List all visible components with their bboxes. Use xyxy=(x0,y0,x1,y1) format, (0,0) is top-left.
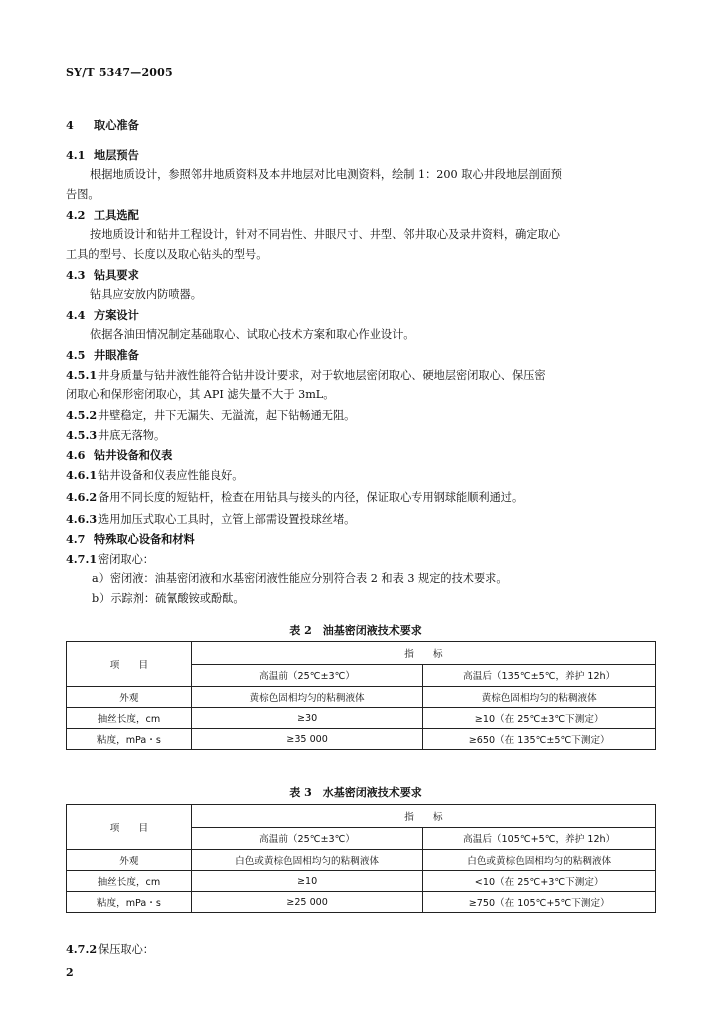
section-number: 4.3 xyxy=(66,268,86,282)
table2 xyxy=(66,641,656,750)
table3-row-before: ≥10 xyxy=(191,871,423,892)
section-number: 4.6 xyxy=(66,448,86,462)
section-number: 4.6.2 xyxy=(66,490,98,504)
table2-row-after: 黄棕色固相均匀的粘稠液体 xyxy=(423,687,656,708)
body-line xyxy=(66,490,523,505)
body-line xyxy=(66,248,267,262)
table-row xyxy=(67,892,656,913)
table2-row-item: 抽丝长度，cm xyxy=(67,708,192,729)
line-text: 钻具要求 xyxy=(94,268,139,282)
body-line xyxy=(66,208,139,222)
body-line xyxy=(66,368,546,383)
table3-row-item: 外观 xyxy=(67,850,192,871)
table2-caption: 表 2 油基密闭液技术要求 xyxy=(289,624,422,637)
section-number: 4.7.1 xyxy=(66,552,98,566)
table3-after-header: 高温后（105℃+5℃，养护 12h） xyxy=(423,827,656,850)
line-text: 备用不同长度的短钻杆，检查在用钻具与接头的内径，保证取心专用钢球能顺利通过。 xyxy=(98,491,524,504)
section-4-7-2 xyxy=(66,942,154,957)
table2-after-header: 高温后（135℃±5℃，养护 12h） xyxy=(423,664,656,687)
body-line xyxy=(92,592,245,606)
body-line xyxy=(66,118,139,132)
body-line xyxy=(66,348,139,362)
table3 xyxy=(66,804,656,913)
table3-row-after: <10（在 25℃+3℃下测定） xyxy=(423,871,656,892)
line-text: 选用加压式取心工具时，立管上部需设置投球丝堵。 xyxy=(98,513,356,526)
table3-row-after: ≥750（在 105℃+5℃下测定） xyxy=(423,892,656,913)
line-text: 钻井设备和仪表应性能良好。 xyxy=(98,469,244,482)
table2-row-before: 黄棕色固相均匀的粘稠液体 xyxy=(191,687,423,708)
body-line xyxy=(90,228,560,242)
section-number: 4.7 xyxy=(66,532,86,546)
line-text: 闭取心和保形密闭取心，其 API 滤失量不大于 3mL。 xyxy=(66,388,335,401)
line-text: 地层预告 xyxy=(94,148,139,162)
standard-code: SY/T 5347—2005 xyxy=(66,66,173,79)
line-text: 告图。 xyxy=(66,188,100,201)
section-number: 4 xyxy=(66,118,74,132)
body-line xyxy=(90,328,414,342)
body-line xyxy=(66,308,139,322)
table3-row-before: ≥25 000 xyxy=(191,892,423,913)
table-row xyxy=(67,729,656,750)
line-text: 特殊取心设备和材料 xyxy=(94,532,195,546)
section-number: 4.7.2 xyxy=(66,942,98,956)
line-text: a）密闭液：油基密闭液和水基密闭液性能应分别符合表 2 和表 3 规定的技术要求。 xyxy=(92,572,508,585)
body-line xyxy=(66,428,165,443)
body-line xyxy=(66,388,334,402)
line-text: 方案设计 xyxy=(94,308,139,322)
section-number: 4.6.1 xyxy=(66,468,98,482)
table2-row-item: 粘度，mPa・s xyxy=(67,729,192,750)
body-line xyxy=(66,512,355,527)
line-text: 取心准备 xyxy=(94,118,139,132)
line-text: 井眼准备 xyxy=(94,348,139,362)
body-line xyxy=(90,168,562,182)
table2-item-header: 项 目 xyxy=(67,642,192,687)
table-row xyxy=(67,871,656,892)
line-text: 根据地质设计，参照邻井地质资料及本井地层对比电测资料，绘制 1：200 取心井段地层剖面预 xyxy=(90,168,562,181)
section-text: 保压取心： xyxy=(98,943,154,956)
table-row xyxy=(67,850,656,871)
line-text: 井壁稳定，井下无漏失、无溢流，起下钻畅通无阻。 xyxy=(98,409,356,422)
table3-row-after: 白色或黄棕色固相均匀的粘稠液体 xyxy=(423,850,656,871)
table3-row-before: 白色或黄棕色固相均匀的粘稠液体 xyxy=(191,850,423,871)
line-text: 按地质设计和钻井工程设计，针对不同岩性、井眼尺寸、井型、邻井取心及录井资料，确定取心 xyxy=(90,228,560,241)
body-line xyxy=(66,408,355,423)
body-line xyxy=(66,268,139,282)
line-text: 钻具应安放内防喷器。 xyxy=(90,288,202,301)
body-line xyxy=(66,552,154,567)
line-text: b）示踪剂：硫氰酸铵或酚酞。 xyxy=(92,592,245,605)
table2-index-header: 指 标 xyxy=(191,642,655,665)
table3-caption: 表 3 水基密闭液技术要求 xyxy=(289,786,422,799)
section-number: 4.1 xyxy=(66,148,86,162)
body-line xyxy=(66,468,243,483)
page-number: 2 xyxy=(66,966,74,979)
body-line xyxy=(66,448,172,462)
table3-row-item: 抽丝长度，cm xyxy=(67,871,192,892)
section-number: 4.5.3 xyxy=(66,428,98,442)
table2-row-after: ≥10（在 25℃±3℃下测定） xyxy=(423,708,656,729)
body-line xyxy=(66,188,100,202)
body-line xyxy=(66,532,195,546)
table2-row-before: ≥35 000 xyxy=(191,729,423,750)
body-line xyxy=(90,288,202,302)
table2-before-header: 高温前（25℃±3℃） xyxy=(191,664,423,687)
section-number: 4.5 xyxy=(66,348,86,362)
section-number: 4.2 xyxy=(66,208,86,222)
line-text: 工具的型号、长度以及取心钻头的型号。 xyxy=(66,248,268,261)
table3-item-header: 项 目 xyxy=(67,805,192,850)
line-text: 井底无落物。 xyxy=(98,429,166,442)
line-text: 钻井设备和仪表 xyxy=(94,448,173,462)
table3-index-header: 指 标 xyxy=(191,805,655,828)
table2-row-before: ≥30 xyxy=(191,708,423,729)
body-line xyxy=(92,572,508,586)
section-number: 4.6.3 xyxy=(66,512,98,526)
section-number: 4.5.1 xyxy=(66,368,98,382)
section-number: 4.4 xyxy=(66,308,86,322)
table-row xyxy=(67,687,656,708)
line-text: 井身质量与钻井液性能符合钻井设计要求，对于软地层密闭取心、硬地层密闭取心、保压密 xyxy=(98,369,546,382)
table-row xyxy=(67,708,656,729)
table2-row-item: 外观 xyxy=(67,687,192,708)
section-number: 4.5.2 xyxy=(66,408,98,422)
line-text: 密闭取心： xyxy=(98,553,154,566)
table3-before-header: 高温前（25℃±3℃） xyxy=(191,827,423,850)
body-line xyxy=(66,148,139,162)
table3-row-item: 粘度，mPa・s xyxy=(67,892,192,913)
table2-row-after: ≥650（在 135℃±5℃下测定） xyxy=(423,729,656,750)
line-text: 依据各油田情况制定基础取心、试取心技术方案和取心作业设计。 xyxy=(90,328,415,341)
line-text: 工具选配 xyxy=(94,208,139,222)
